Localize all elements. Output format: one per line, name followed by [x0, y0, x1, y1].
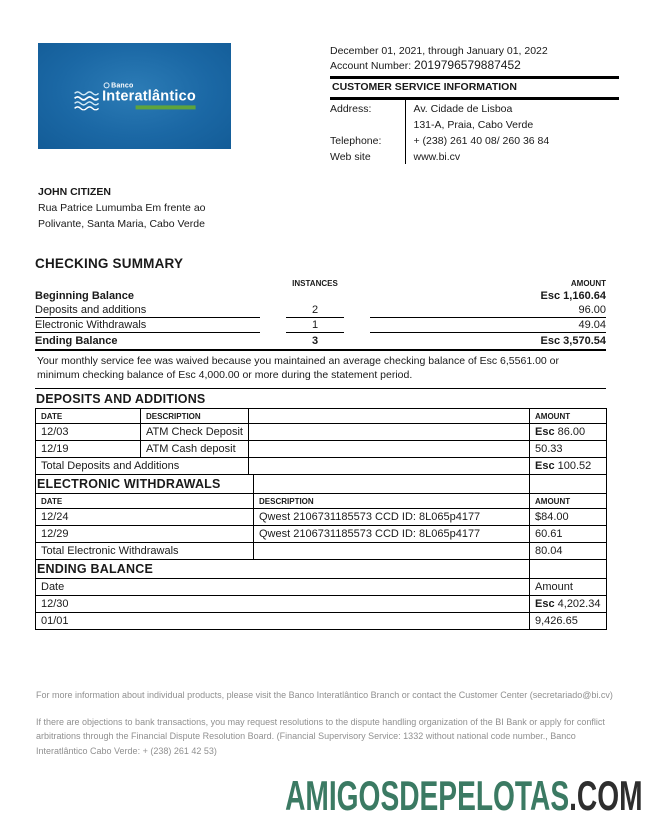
address-label-spacer — [330, 116, 405, 132]
summary-row-deposits: Deposits and additions 2 96.00 — [35, 304, 606, 316]
withdrawal-amount: $84.00 — [530, 509, 607, 526]
amount-column-header: AMOUNT — [530, 409, 607, 424]
ending-balance-amount: Esc 4,202.34 — [530, 596, 607, 613]
amount-column-header: AMOUNT — [570, 279, 606, 288]
address-line1: Av. Cidade de Lisboa — [405, 100, 619, 116]
deposit-description: ATM Cash deposit — [141, 441, 249, 458]
withdrawals-table — [35, 474, 607, 560]
deposits-total-row — [36, 458, 607, 475]
withdrawals-total-row — [36, 543, 607, 560]
withdrawals-total-label: Total Electronic Withdrawals — [36, 543, 254, 560]
telephone-value: + (238) 261 40 08/ 260 36 84 — [405, 132, 619, 148]
statement-body — [35, 256, 606, 630]
ending-balance-title-row — [36, 560, 607, 579]
service-fee-note: Your monthly service fee was waived because you maintained an average checking balance of Esc 6,5561.00 or minimum checking balance of Esc 4,000.00 or more during the statement period. — [35, 349, 606, 389]
footer-disclaimer — [36, 688, 616, 758]
amount-column-header: AMOUNT — [530, 494, 607, 509]
deposit-date: 12/03 — [36, 424, 141, 441]
statement-header — [330, 44, 619, 164]
date-column-header: DATE — [36, 494, 254, 509]
table-row — [36, 424, 607, 441]
empty-column-header — [249, 409, 530, 424]
deposits-section-title: DEPOSITS AND ADDITIONS — [36, 392, 206, 406]
summary-row-withdrawals: Electronic Withdrawals 1 49.04 — [35, 319, 606, 331]
withdrawals-header-row — [36, 494, 607, 509]
footer-paragraph-2: If there are objections to bank transactions, you may request resolutions to the dispute handling organization of the BI Bank or apply for conflict arbitrations through the Financial Dispute Resolution Board. (Financial Supervisory Service: 1332 without national code number., Banco Interatlântico Cabo Verde: + (238) 261 42 53) — [36, 716, 605, 756]
deposits-table — [35, 408, 607, 475]
withdrawals-total-amount: 80.04 — [530, 543, 607, 560]
ending-balance-header-row — [36, 579, 607, 596]
statement-period: December 01, 2021, through January 01, 2022 — [330, 45, 548, 57]
table-row — [36, 509, 607, 526]
withdrawal-amount: 60.61 — [530, 526, 607, 543]
telephone-label: Telephone: — [330, 135, 382, 147]
ending-balance-date: 12/30 — [36, 596, 530, 613]
table-row — [36, 526, 607, 543]
website-label: Web site — [330, 151, 371, 163]
deposit-amount: Esc 86.00 — [530, 424, 607, 441]
table-row — [36, 613, 607, 630]
ending-balance-table — [35, 559, 607, 630]
bank-logo — [38, 43, 231, 149]
summary-row-beginning-balance: Beginning Balance Esc 1,160.64 — [35, 289, 606, 302]
address-label: Address: — [330, 103, 372, 115]
customer-service-table — [330, 100, 619, 164]
table-row — [36, 441, 607, 458]
checking-summary-header — [35, 275, 606, 288]
checking-summary-title: CHECKING SUMMARY — [35, 256, 184, 271]
table-row — [36, 596, 607, 613]
withdrawal-date: 12/24 — [36, 509, 254, 526]
description-column-header: DESCRIPTION — [254, 494, 530, 509]
ending-balance-amount: 9,426.65 — [530, 613, 607, 630]
date-column-header: DATE — [36, 409, 141, 424]
withdrawal-description: Qwest 2106731185573 CCD ID: 8L065p4177 — [254, 509, 530, 526]
waves-icon — [73, 88, 99, 110]
deposit-description: ATM Check Deposit — [141, 424, 249, 441]
withdrawals-title-row — [36, 475, 607, 494]
ending-balance-date: 01/01 — [36, 613, 530, 630]
footer-paragraph-1: For more information about individual products, please visit the Banco Interatlântico Branch or contact the Customer Center (secretariado@bi.cv) — [36, 690, 613, 700]
watermark-text — [286, 772, 643, 820]
ending-balance-section-title: ENDING BALANCE — [36, 560, 530, 579]
account-number: 2019796579887452 — [414, 58, 521, 72]
description-column-header: DESCRIPTION — [141, 409, 249, 424]
deposits-header-row — [36, 409, 607, 424]
account-number-label: Account Number: — [330, 60, 412, 72]
account-number-line — [330, 58, 619, 74]
deposit-amount: 50.33 — [530, 441, 607, 458]
customer-address-line1: Rua Patrice Lumumba Em frente ao — [38, 202, 206, 214]
withdrawal-description: Qwest 2106731185573 CCD ID: 8L065p4177 — [254, 526, 530, 543]
withdrawals-section-title: ELECTRONIC WITHDRAWALS — [36, 475, 254, 494]
customer-address-line2: Polivante, Santa Maria, Cabo Verde — [38, 218, 205, 230]
instances-column-header: INSTANCES — [292, 279, 338, 288]
deposits-total-amount: Esc 100.52 — [530, 458, 607, 475]
deposit-date: 12/19 — [36, 441, 141, 458]
address-line2: 131-A, Praia, Cabo Verde — [405, 116, 619, 132]
customer-address-block — [38, 184, 206, 232]
logo-green-bar — [136, 105, 196, 109]
withdrawal-date: 12/29 — [36, 526, 254, 543]
watermark-primary: AMIGOSDEPELOTAS — [285, 772, 570, 819]
bank-name: Interatlântico — [102, 87, 196, 104]
watermark-suffix: .COM — [569, 772, 643, 819]
date-column-header: Date — [36, 579, 530, 596]
summary-row-ending-balance: Ending Balance 3 Esc 3,570.54 — [35, 334, 606, 347]
customer-name: JOHN CITIZEN — [38, 186, 111, 198]
customer-service-title: CUSTOMER SERVICE INFORMATION — [332, 81, 517, 93]
amount-column-header: Amount — [530, 579, 607, 596]
bank-name-small: Banco — [111, 81, 134, 89]
deposits-total-label: Total Deposits and Additions — [36, 458, 249, 475]
website-value: www.bi.cv — [405, 148, 619, 164]
